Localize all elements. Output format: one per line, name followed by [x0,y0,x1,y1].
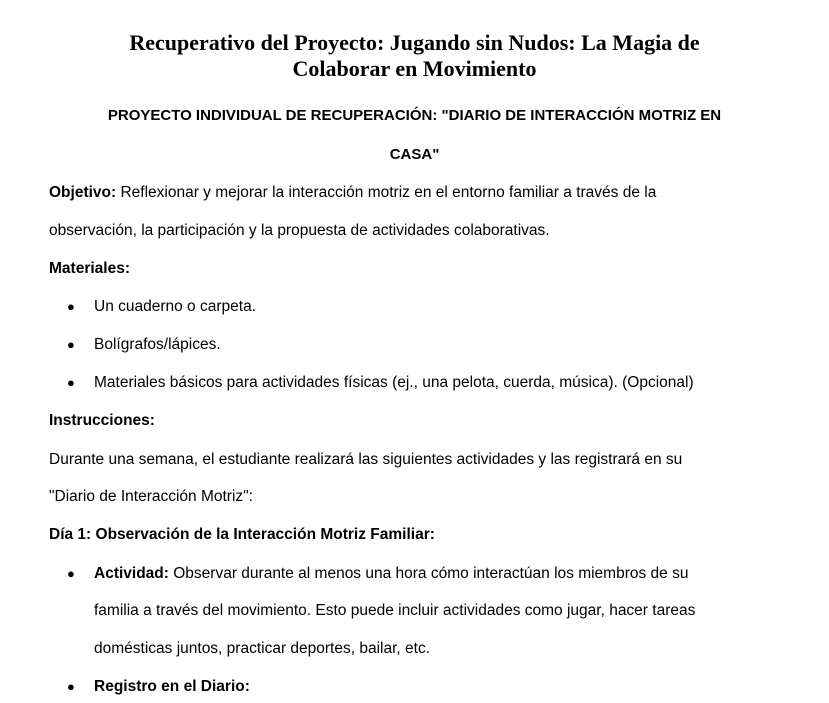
day1-activity-text-1: Observar durante al menos una hora cómo interactúan los miembros de su [168,565,689,582]
document-title [40,30,789,82]
title-line-1: Recuperativo del Proyecto: Jugando sin Nudos: La Magia de [129,30,700,55]
bullet-icon: ● [67,566,75,581]
bullet-icon: ● [67,337,75,352]
subtitle-line-2: CASA" [389,146,440,163]
day1-activity-label: Actividad: [94,565,169,582]
instructions-text-1: Durante una semana, el estudiante realizará las siguientes actividades y las registrará en su [49,451,683,468]
instructions-heading: Instrucciones: [49,412,155,429]
materials-item-3: Materiales básicos para actividades físicas (ej., una pelota, cuerda, música). (Opcional) [94,374,694,391]
objective-text-1: Reflexionar y mejorar la interacción motriz en el entorno familiar a través de la [116,184,657,201]
title-line-2: Colaborar en Movimiento [292,56,537,81]
instructions-text-2: "Diario de Interacción Motriz": [49,488,253,505]
materials-item-2: Bolígrafos/lápices. [94,336,221,353]
day1-activity-line-2: familia a través del movimiento. Esto puede incluir actividades como jugar, hacer tareas [94,602,696,619]
bullet-icon: ● [67,375,75,390]
bullet-icon: ● [67,299,75,314]
materials-item-1: Un cuaderno o carpeta. [94,298,256,315]
subtitle-line-1: PROYECTO INDIVIDUAL DE RECUPERACIÓN: "DIARIO DE INTERACCIÓN MOTRIZ EN [107,107,722,124]
day1-heading: Día 1: Observación de la Interacción Motriz Familiar: [49,526,435,543]
day1-activity-line-3: domésticas juntos, practicar deportes, bailar, etc. [94,640,430,657]
objective-paragraph [49,183,656,203]
day1-record-label: Registro en el Diario: [94,678,250,695]
bullet-icon: ● [67,679,75,694]
materials-heading: Materiales: [49,260,130,277]
day1-activity-line-1 [94,564,688,584]
objective-text-2: observación, la participación y la propuesta de actividades colaborativas. [49,222,550,239]
objective-label: Objetivo: [49,184,117,201]
